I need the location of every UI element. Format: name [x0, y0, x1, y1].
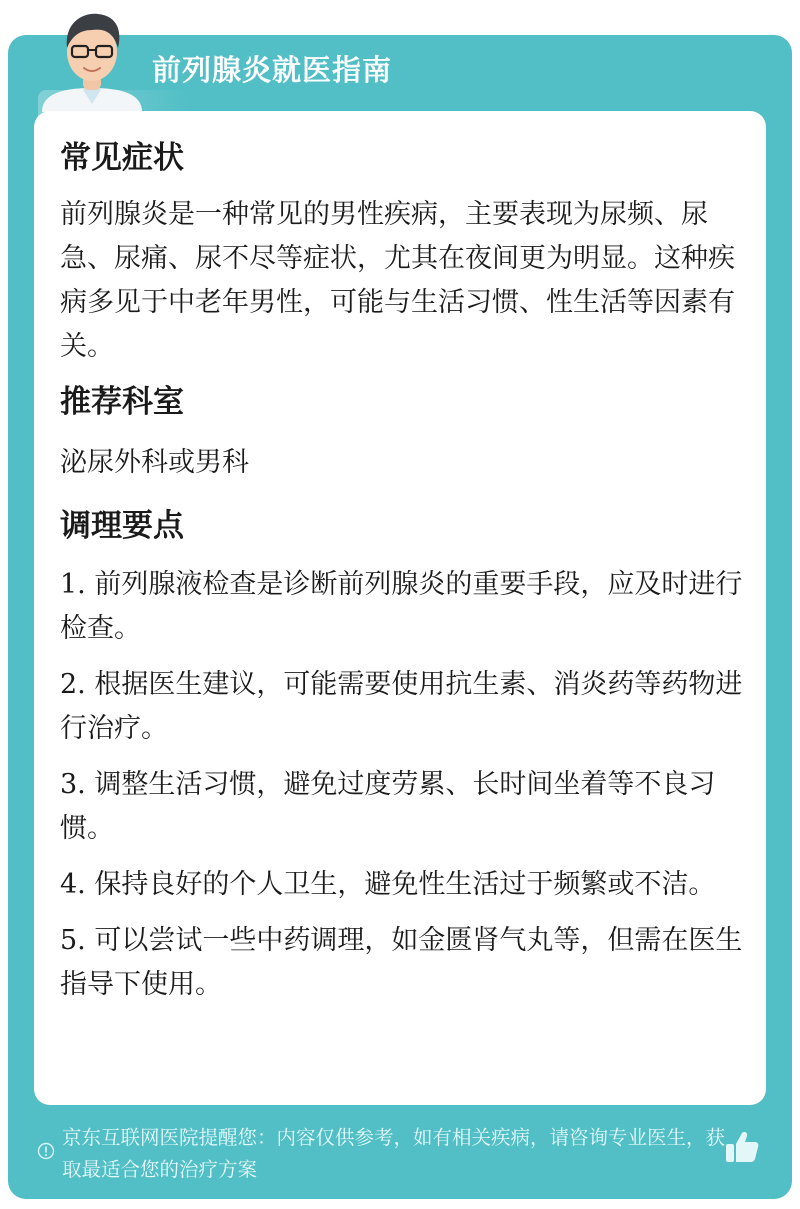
- care-item: [60, 763, 744, 851]
- department-title: 推荐科室: [60, 384, 184, 420]
- care-item-number: 5.: [60, 925, 86, 956]
- symptoms-text: 前列腺炎是一种常见的男性疾病，主要表现为尿频、尿急、尿痛、尿不尽等症状，尤其在夜间更为明显。这种疾病多见于中老年男性，可能与生活习惯、性生活等因素有关。: [60, 199, 735, 362]
- care-item-text: 根据医生建议，可能需要使用抗生素、消炎药等药物进行治疗。: [60, 669, 743, 744]
- care-item: [60, 563, 744, 651]
- care-item-text: 前列腺液检查是诊断前列腺炎的重要手段，应及时进行检查。: [60, 569, 743, 644]
- symptoms-title: 常见症状: [60, 140, 184, 176]
- care-item-number: 4.: [60, 869, 86, 900]
- content-card: [34, 111, 766, 1105]
- care-item-text: 可以尝试一些中药调理，如金匮肾气丸等，但需在医生指导下使用。: [60, 925, 743, 1000]
- thumbs-up-icon[interactable]: [724, 1130, 760, 1164]
- card-content: [60, 133, 744, 1019]
- care-item-number: 3.: [60, 769, 86, 800]
- care-item-number: 1.: [60, 569, 86, 600]
- care-item-number: 2.: [60, 669, 86, 700]
- doctor-avatar: [24, 8, 160, 112]
- disclaimer-text: 京东互联网医院提醒您：内容仅供参考，如有相关疾病，请咨询专业医生，获取最适合您的治疗方案: [62, 1126, 726, 1181]
- care-item-text: 保持良好的个人卫生，避免性生活过于频繁或不洁。: [94, 869, 716, 900]
- care-title: 调理要点: [60, 508, 184, 544]
- page-title: 前列腺炎就医指南: [152, 53, 393, 87]
- department-text: 泌尿外科或男科: [60, 447, 249, 478]
- info-icon: [37, 1142, 55, 1160]
- care-item: [60, 663, 744, 751]
- care-item: [60, 919, 744, 1007]
- care-item-text: 调整生活习惯，避免过度劳累、长时间坐着等不良习惯。: [60, 769, 716, 844]
- care-item: [60, 863, 744, 907]
